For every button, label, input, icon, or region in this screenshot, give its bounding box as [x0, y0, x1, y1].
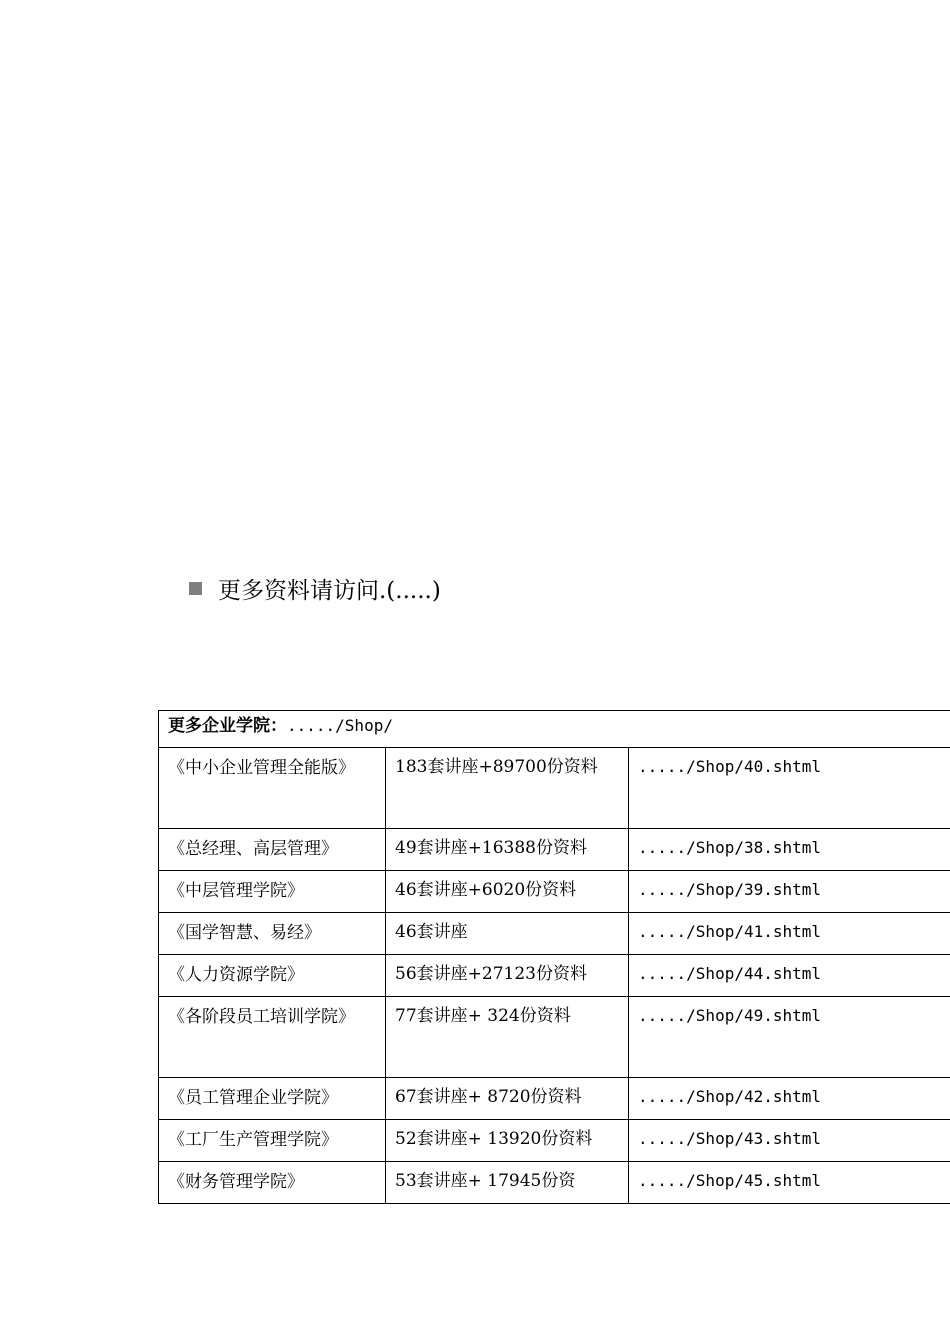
- table-header-cell: [159, 711, 950, 748]
- academy-table: [158, 710, 950, 1204]
- academy-link[interactable]: ...../Shop/42.shtml: [629, 1078, 950, 1120]
- academy-content: 183套讲座+89700份资料: [386, 748, 629, 829]
- academy-link[interactable]: ...../Shop/40.shtml: [629, 748, 950, 829]
- academy-link[interactable]: ...../Shop/39.shtml: [629, 871, 950, 913]
- academy-name: 《总经理、高层管理》: [159, 829, 386, 871]
- academy-content: 46套讲座+6020份资料: [386, 871, 629, 913]
- academy-name: 《工厂生产管理学院》: [159, 1120, 386, 1162]
- academy-content: 67套讲座+ 8720份资料: [386, 1078, 629, 1120]
- table-row: [159, 913, 950, 955]
- table-row: [159, 1162, 950, 1204]
- square-bullet-icon: [189, 582, 202, 595]
- table-header-label: 更多企业学院：: [168, 716, 287, 736]
- academy-content: 46套讲座: [386, 913, 629, 955]
- academy-content: 53套讲座+ 17945份资: [386, 1162, 629, 1204]
- table-row: [159, 1120, 950, 1162]
- more-info-text: 更多资料请访问.(.....): [218, 577, 441, 604]
- academy-link[interactable]: ...../Shop/43.shtml: [629, 1120, 950, 1162]
- academy-link[interactable]: ...../Shop/49.shtml: [629, 997, 950, 1078]
- academy-name: 《人力资源学院》: [159, 955, 386, 997]
- table-row: [159, 748, 950, 829]
- table-header-row: [159, 711, 950, 748]
- academy-content: 56套讲座+27123份资料: [386, 955, 629, 997]
- table-row: [159, 1078, 950, 1120]
- more-info-heading: [189, 568, 441, 608]
- academy-link[interactable]: ...../Shop/44.shtml: [629, 955, 950, 997]
- table-row: [159, 955, 950, 997]
- academy-content: 77套讲座+ 324份资料: [386, 997, 629, 1078]
- academy-content: 49套讲座+16388份资料: [386, 829, 629, 871]
- academy-name: 《国学智慧、易经》: [159, 913, 386, 955]
- table-row: [159, 829, 950, 871]
- academy-name: 《中小企业管理全能版》: [159, 748, 386, 829]
- academy-content: 52套讲座+ 13920份资料: [386, 1120, 629, 1162]
- academy-name: 《各阶段员工培训学院》: [159, 997, 386, 1078]
- academy-name: 《员工管理企业学院》: [159, 1078, 386, 1120]
- table-header-link[interactable]: ...../Shop/: [287, 716, 393, 735]
- table-row: [159, 997, 950, 1078]
- academy-link[interactable]: ...../Shop/45.shtml: [629, 1162, 950, 1204]
- academy-name: 《中层管理学院》: [159, 871, 386, 913]
- academy-link[interactable]: ...../Shop/41.shtml: [629, 913, 950, 955]
- table-row: [159, 871, 950, 913]
- academy-link[interactable]: ...../Shop/38.shtml: [629, 829, 950, 871]
- academy-name: 《财务管理学院》: [159, 1162, 386, 1204]
